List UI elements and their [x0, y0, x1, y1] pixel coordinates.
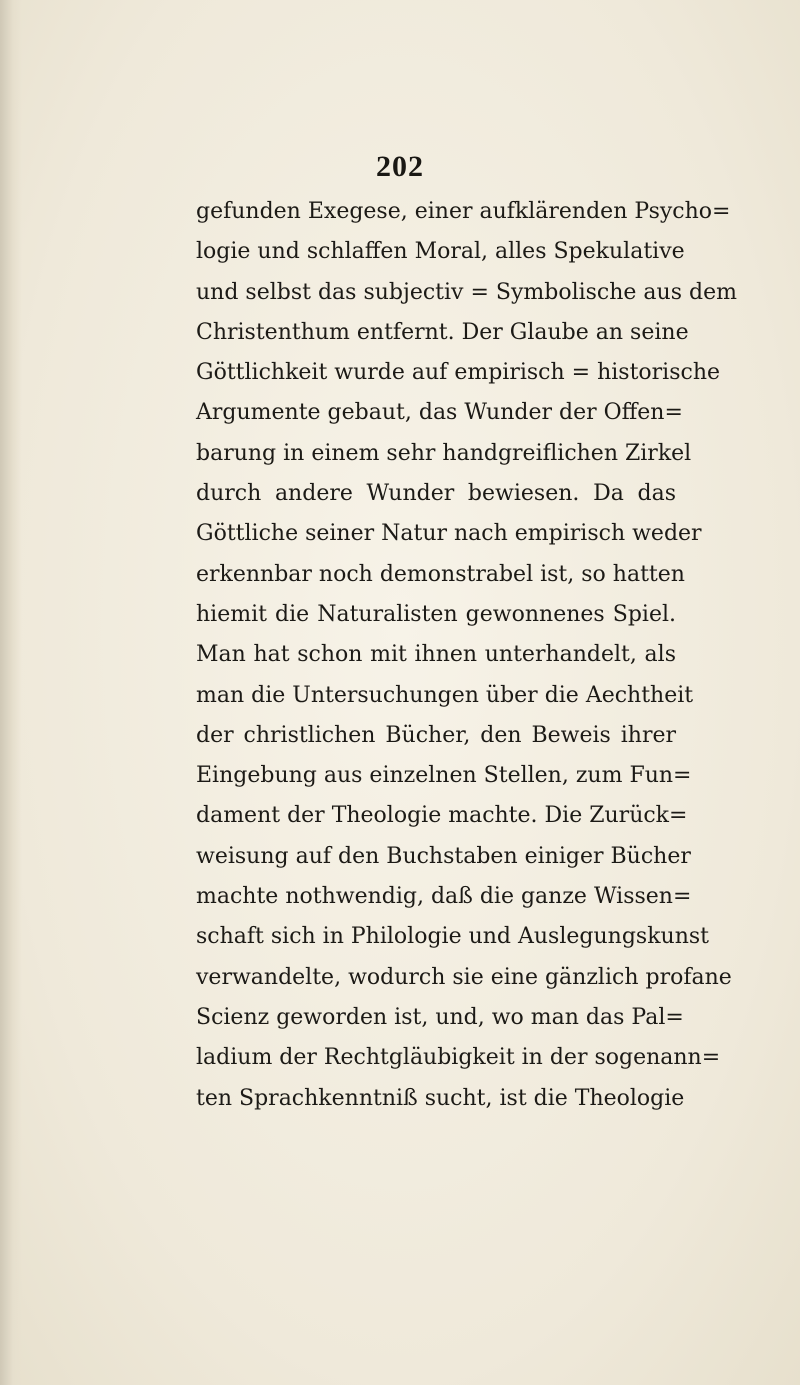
text-line: erkennbar noch demonstrabel ist, so hatten	[196, 561, 685, 587]
text-line: Scienz geworden ist, und, wo man das Pal=	[196, 1004, 684, 1030]
text-line: hiemit die Naturalisten gewonnenes Spiel.	[196, 601, 676, 627]
text-line: und selbst das subjectiv = Symbolische aus dem	[196, 279, 737, 305]
text-line: schaft sich in Philologie und Auslegungskunst	[196, 924, 709, 950]
text-line: Göttlichkeit wurde auf empirisch = historische	[196, 360, 721, 386]
text-line: dament der Theologie machte. Die Zurück=	[196, 803, 688, 829]
text-line: Eingebung aus einzelnen Stellen, zum Fun=	[196, 763, 692, 789]
text-line: ten Sprachkenntniß sucht, ist die Theologie	[196, 1085, 685, 1111]
text-line: gefunden Exegese, einer aufklärenden Psycho=	[196, 199, 731, 224]
text-line: logie und schlaffen Moral, alles Spekulative	[196, 239, 685, 265]
page-number: 202	[376, 150, 424, 183]
text-line: Göttliche seiner Natur nach empirisch weder	[196, 521, 702, 547]
text-line: machte nothwendig, daß die ganze Wissen=	[196, 884, 692, 910]
body-text	[196, 192, 737, 1119]
text-line: der christlichen Bücher, den Beweis ihrer	[196, 722, 676, 748]
page-gutter-shadow	[0, 0, 22, 1385]
text-line: barung in einem sehr handgreiflichen Zirkel	[196, 440, 692, 466]
text-line: verwandelte, wodurch sie eine gänzlich profane	[196, 964, 732, 990]
text-line: Argumente gebaut, das Wunder der Offen=	[196, 400, 683, 426]
text-line: Christenthum entfernt. Der Glaube an seine	[196, 319, 689, 345]
text-line: weisung auf den Buchstaben einiger Bücher	[196, 843, 691, 869]
text-line: man die Untersuchungen über die Aechtheit	[196, 682, 694, 708]
text-line: durch andere Wunder bewiesen. Da das	[196, 481, 676, 507]
text-line: ladium der Rechtgläubigkeit in der sogenann=	[196, 1045, 721, 1071]
text-line: Man hat schon mit ihnen unterhandelt, als	[196, 642, 676, 668]
